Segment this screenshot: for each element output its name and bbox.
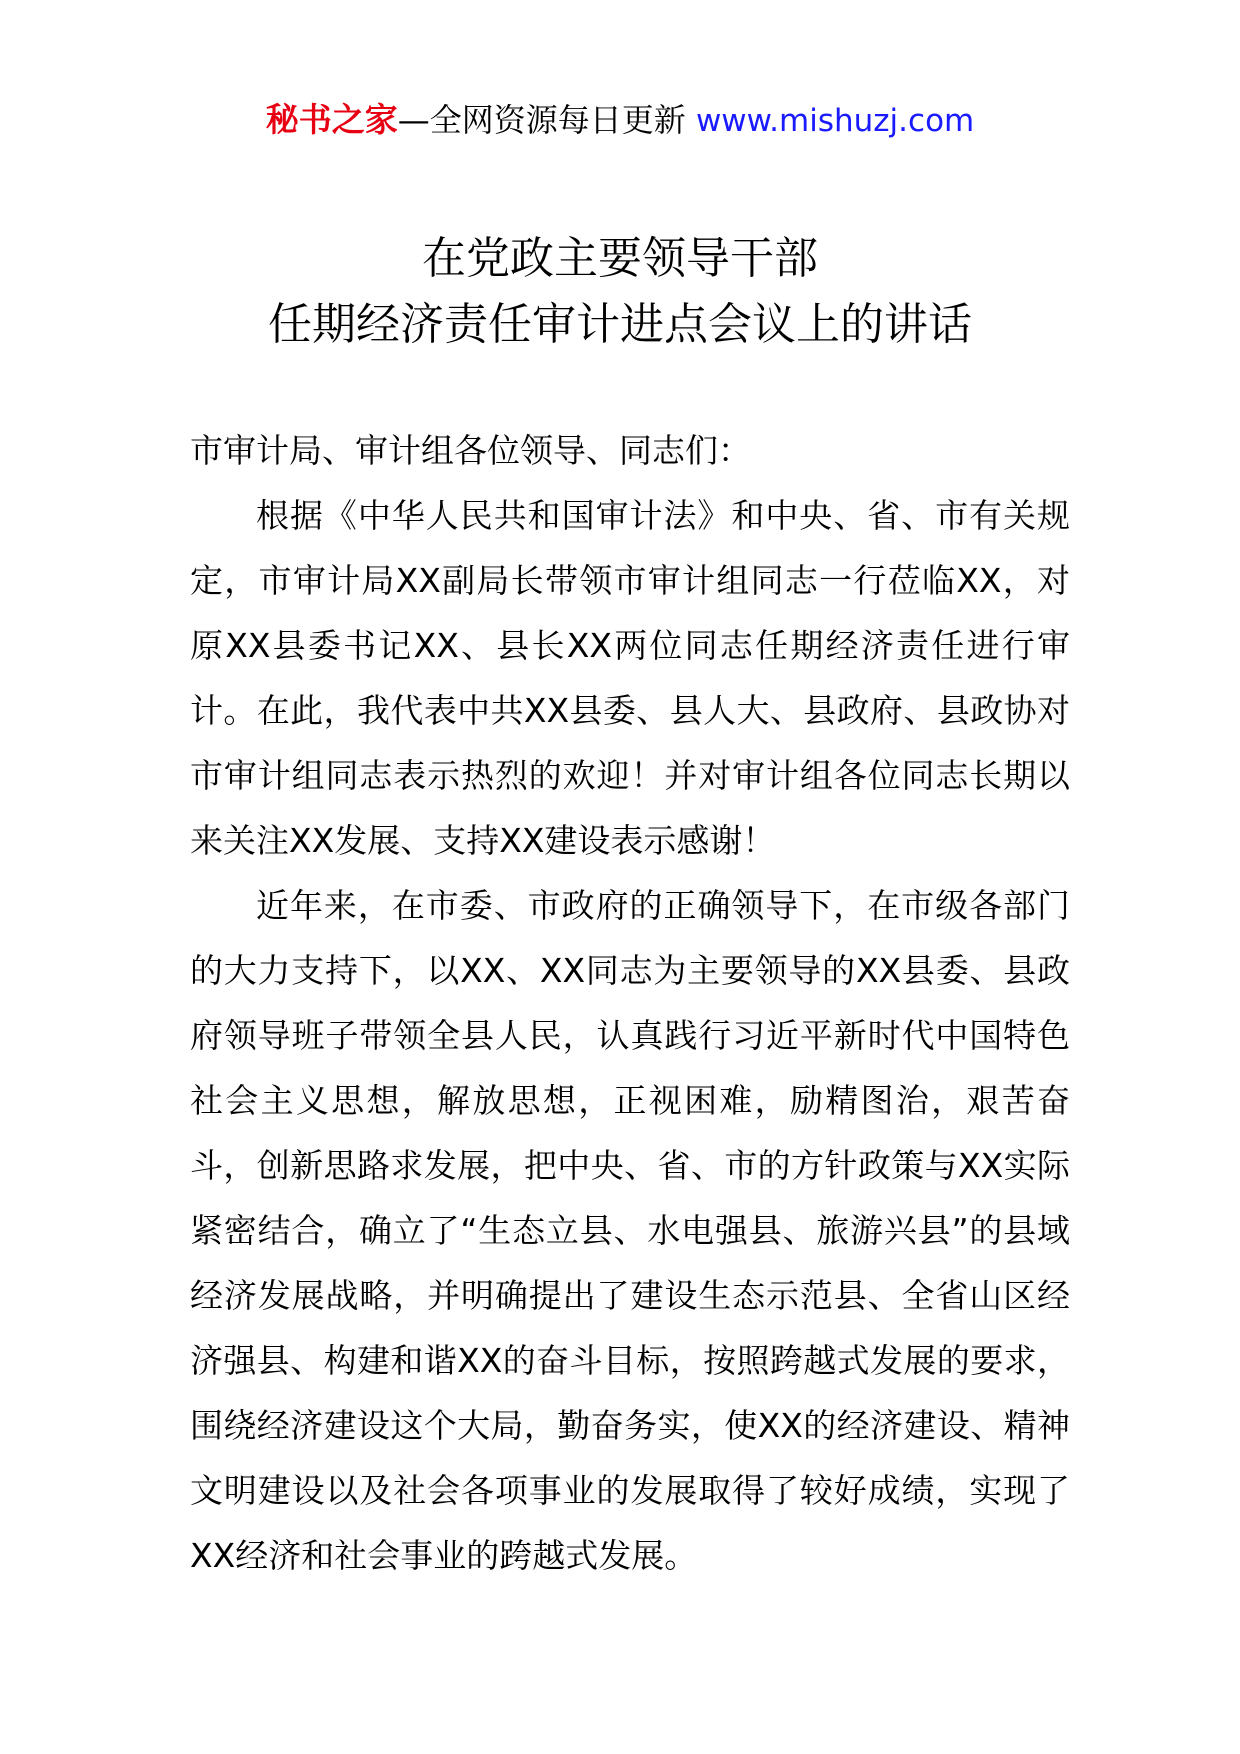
site-url-link[interactable]: www.mishuzj.com: [695, 103, 975, 139]
brand-name: 秘书之家: [265, 100, 398, 139]
salutation: 市审计局、审计组各位领导、同志们：: [190, 431, 751, 470]
banner-tagline: —全网资源每日更新: [397, 101, 686, 139]
document-body: [190, 418, 1070, 1588]
document-title: [0, 226, 1240, 358]
paragraph: 近年来，在市委、市政府的正确领导下，在市级各部门的大力支持下，以XX、XX同志为主要领导的XX县委、县政府领导班子带领全县人民，认真践行习近平新时代中国特色社会主义思想，解放思想，正视困难，励精图治，艰苦奋斗，创新思路求发展，把中央、省、市的方针政策与XX实际紧密结合，确立了“生态立县、水电强县、旅游兴县”的县域经济发展战略，并明确提出了建设生态示范县、全省山区经济强县、构建和谐XX的奋斗目标，按照跨越式发展的要求，围绕经济建设这个大局，勤奋务实，使XX的经济建设、精神文明建设以及社会各项事业的发展取得了较好成绩，实现了XX经济和社会事业的跨越式发展。: [190, 886, 1070, 1575]
site-banner: [0, 100, 1240, 141]
title-line-2: 任期经济责任审计进点会议上的讲话: [268, 299, 972, 350]
title-line-1: 在党政主要领导干部: [422, 233, 818, 284]
paragraph: 根据《中华人民共和国审计法》和中央、省、市有关规定，市审计局XX副局长带领市审计组同志一行莅临XX，对原XX县委书记XX、县长XX两位同志任期经济责任进行审计。在此，我代表中共XX县委、县人大、县政府、县政协对市审计组同志表示热烈的欢迎！并对审计组各位同志长期以来关注XX发展、支持XX建设表示感谢！: [190, 496, 1070, 860]
